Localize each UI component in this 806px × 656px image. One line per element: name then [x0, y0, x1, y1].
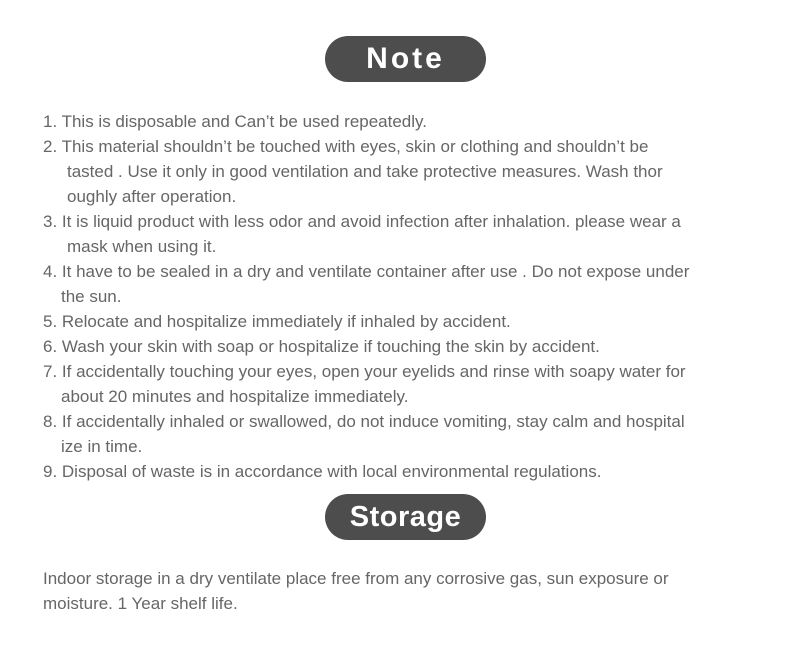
note-heading [325, 36, 486, 82]
note-8-line-2: ize in time. [61, 437, 143, 456]
note-2-line-1: 2. This material shouldn’t be touched with eyes, skin or clothing and shouldn’t be [43, 137, 649, 156]
storage-heading [325, 494, 486, 540]
note-2-line-2: tasted . Use it only in good ventilation and take protective measures. Wash thor [67, 162, 663, 181]
note-9-line-1: 9. Disposal of waste is in accordance with local environmental regulations. [43, 462, 602, 481]
note-7-line-1: 7. If accidentally touching your eyes, open your eyelids and rinse with soapy water for [43, 362, 686, 381]
note-3-line-1: 3. It is liquid product with less odor and avoid infection after inhalation. please wear a [43, 212, 681, 231]
notes-list [43, 109, 778, 484]
note-item-5 [43, 309, 778, 334]
note-item-6 [43, 334, 778, 359]
note-item-3 [43, 209, 778, 259]
note-item-2 [43, 134, 778, 209]
note-7-line-2: about 20 minutes and hospitalize immediately. [61, 387, 409, 406]
note-3-line-2: mask when using it. [67, 237, 217, 256]
note-4-line-2: the sun. [61, 287, 122, 306]
note-item-1 [43, 109, 778, 134]
note-1-line-1: 1. This is disposable and Can’t be used repeatedly. [43, 112, 428, 131]
note-item-4 [43, 259, 778, 309]
note-5-line-1: 5. Relocate and hospitalize immediately if inhaled by accident. [43, 312, 511, 331]
note-item-8 [43, 409, 778, 459]
note-8-line-1: 8. If accidentally inhaled or swallowed, do not induce vomiting, stay calm and hospital [43, 412, 685, 431]
storage-line-1: Indoor storage in a dry ventilate place free from any corrosive gas, sun exposure or [43, 569, 669, 588]
note-item-7 [43, 359, 778, 409]
storage-description [43, 566, 778, 616]
note-item-9 [43, 459, 778, 484]
storage-heading-label: Storage [349, 500, 462, 533]
storage-line-2: moisture. 1 Year shelf life. [43, 594, 238, 613]
note-6-line-1: 6. Wash your skin with soap or hospitalize if touching the skin by accident. [43, 337, 600, 356]
note-2-line-3: oughly after operation. [67, 187, 237, 206]
note-4-line-1: 4. It have to be sealed in a dry and ventilate container after use . Do not expose under [43, 262, 690, 281]
note-heading-label: Note [366, 42, 445, 75]
